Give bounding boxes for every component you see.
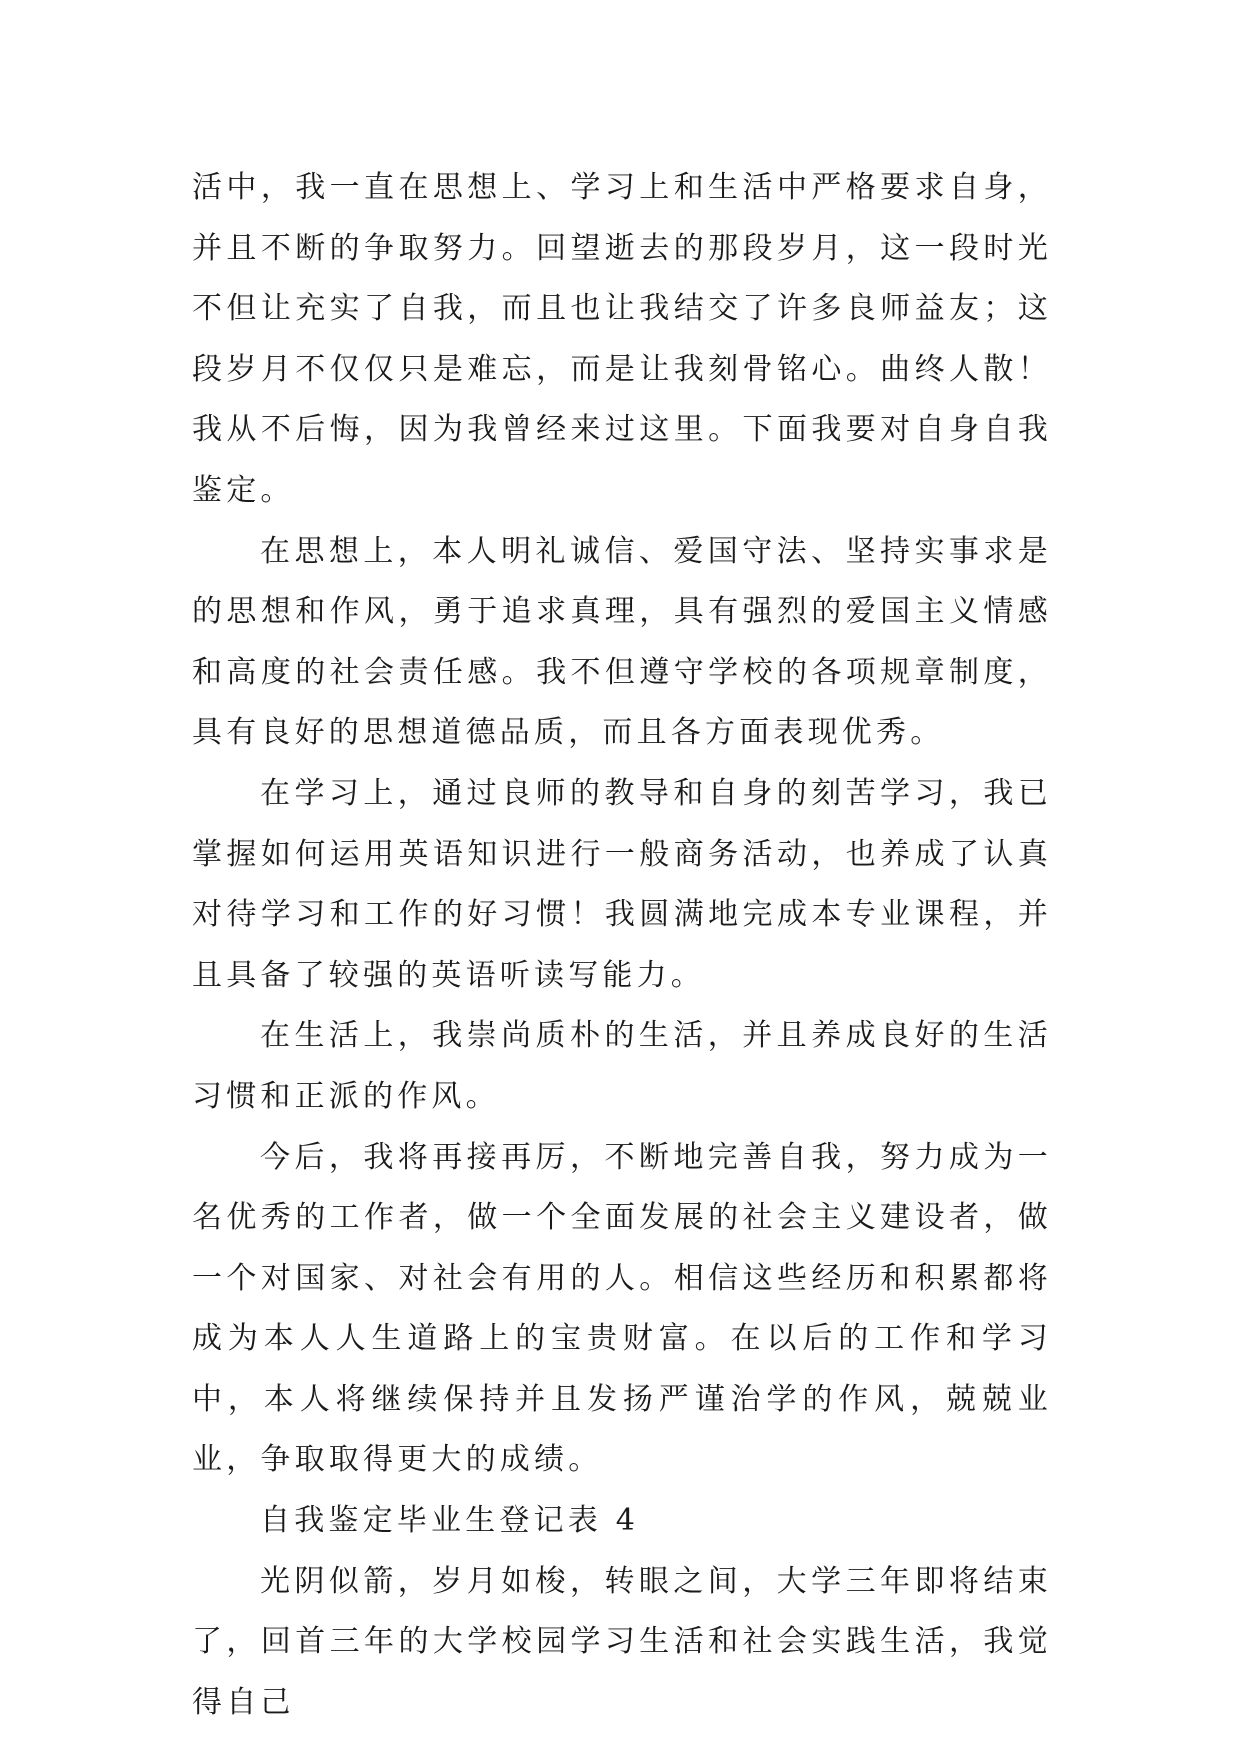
section-heading: 自我鉴定毕业生登记表 4 — [260, 1503, 640, 1539]
paragraph-opening: 光阴似箭，岁月如梭，转眼之间，大学三年即将结束了，回首三年的大学校园学习生活和社会实践生活，我觉得自己 — [192, 1563, 1052, 1720]
paragraph-thought: 在思想上，本人明礼诚信、爱国守法、坚持实事求是的思想和作风，勇于追求真理，具有强烈的爱国主义情感和高度的社会责任感。我不但遵守学校的各项规章制度，具有良好的思想道德品质，而且各方面表现优秀。 — [192, 533, 1052, 751]
paragraph-life: 在生活上，我崇尚质朴的生活，并且养成良好的生活习惯和正派的作风。 — [192, 1018, 1052, 1114]
document-body — [192, 158, 1052, 1733]
paragraph-study: 在学习上，通过良师的教导和自身的刻苦学习，我已掌握如何运用英语知识进行一般商务活动，也养成了认真对待学习和工作的好习惯！我圆满地完成本专业课程，并且具备了较强的英语听读写能力。 — [192, 775, 1052, 993]
paragraph-continuation: 活中，我一直在思想上、学习上和生活中严格要求自身，并且不断的争取努力。回望逝去的那段岁月，这一段时光不但让充实了自我，而且也让我结交了许多良师益友；这段岁月不仅仅只是难忘，而是让我刻骨铭心。曲终人散！我从不后悔，因为我曾经来过这里。下面我要对自身自我鉴定。 — [192, 170, 1052, 508]
paragraph-future: 今后，我将再接再厉，不断地完善自我，努力成为一名优秀的工作者，做一个全面发展的社会主义建设者，做一个对国家、对社会有用的人。相信这些经历和积累都将成为本人人生道路上的宝贵财富。在以后的工作和学习中，本人将继续保持并且发扬严谨治学的作风，兢兢业业，争取取得更大的成绩。 — [192, 1139, 1052, 1478]
